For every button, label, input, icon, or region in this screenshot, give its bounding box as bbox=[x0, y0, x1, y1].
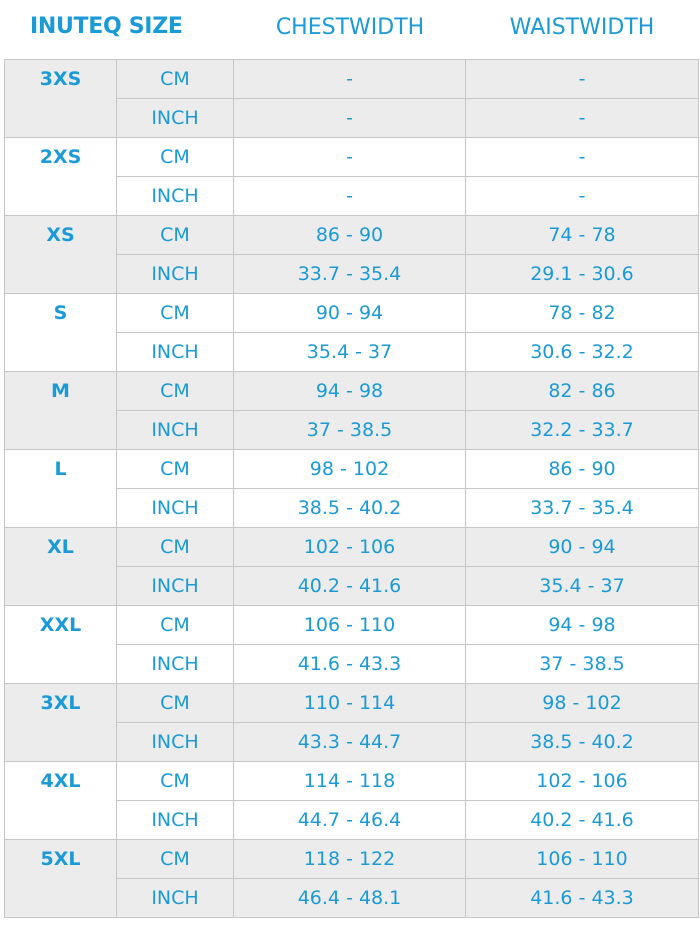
chest-inch-value: 35.4 - 37 bbox=[234, 333, 466, 372]
chest-inch-value: 43.3 - 44.7 bbox=[234, 723, 466, 762]
table-row bbox=[5, 216, 699, 255]
table-row bbox=[5, 528, 699, 567]
waist-inch-value: 40.2 - 41.6 bbox=[466, 801, 699, 840]
chest-inch-value: 37 - 38.5 bbox=[234, 411, 466, 450]
chest-cm-value: 110 - 114 bbox=[234, 684, 466, 723]
waist-cm-value: 86 - 90 bbox=[466, 450, 699, 489]
unit-cm: CM bbox=[117, 450, 234, 489]
unit-inch: INCH bbox=[117, 99, 234, 138]
waist-inch-value: 33.7 - 35.4 bbox=[466, 489, 699, 528]
unit-inch: INCH bbox=[117, 411, 234, 450]
unit-cm: CM bbox=[117, 138, 234, 177]
chest-cm-value: 98 - 102 bbox=[234, 450, 466, 489]
chest-inch-value: 44.7 - 46.4 bbox=[234, 801, 466, 840]
size-label-xs: XS bbox=[5, 216, 117, 294]
size-label-xxl: XXL bbox=[5, 606, 117, 684]
table-row bbox=[5, 450, 699, 489]
unit-inch: INCH bbox=[117, 645, 234, 684]
chest-inch-value: 33.7 - 35.4 bbox=[234, 255, 466, 294]
chest-cm-value: - bbox=[234, 138, 466, 177]
unit-cm: CM bbox=[117, 840, 234, 879]
unit-inch: INCH bbox=[117, 801, 234, 840]
size-column-header: INUTEQ SIZE bbox=[30, 14, 183, 39]
table-header bbox=[0, 0, 700, 58]
unit-cm: CM bbox=[117, 528, 234, 567]
table-row bbox=[5, 138, 699, 177]
waist-column-header: WAISTWIDTH bbox=[509, 15, 655, 40]
waist-cm-value: 90 - 94 bbox=[466, 528, 699, 567]
chest-inch-value: - bbox=[234, 99, 466, 138]
chest-inch-value: 40.2 - 41.6 bbox=[234, 567, 466, 606]
waist-cm-value: - bbox=[466, 60, 699, 99]
table-row bbox=[5, 294, 699, 333]
waist-inch-value: 38.5 - 40.2 bbox=[466, 723, 699, 762]
size-label-5xl: 5XL bbox=[5, 840, 117, 918]
waist-inch-value: 41.6 - 43.3 bbox=[466, 879, 699, 918]
unit-cm: CM bbox=[117, 60, 234, 99]
table-row bbox=[5, 840, 699, 879]
unit-inch: INCH bbox=[117, 489, 234, 528]
size-label-3xs: 3XS bbox=[5, 60, 117, 138]
waist-cm-value: 94 - 98 bbox=[466, 606, 699, 645]
size-label-3xl: 3XL bbox=[5, 684, 117, 762]
table-row bbox=[5, 60, 699, 99]
unit-inch: INCH bbox=[117, 333, 234, 372]
unit-cm: CM bbox=[117, 762, 234, 801]
unit-inch: INCH bbox=[117, 255, 234, 294]
waist-inch-value: - bbox=[466, 177, 699, 216]
size-chart-table bbox=[4, 59, 699, 918]
table-row bbox=[5, 372, 699, 411]
waist-inch-value: 37 - 38.5 bbox=[466, 645, 699, 684]
chest-cm-value: 90 - 94 bbox=[234, 294, 466, 333]
chest-inch-value: 41.6 - 43.3 bbox=[234, 645, 466, 684]
chest-cm-value: 94 - 98 bbox=[234, 372, 466, 411]
chest-cm-value: 114 - 118 bbox=[234, 762, 466, 801]
waist-cm-value: 98 - 102 bbox=[466, 684, 699, 723]
chest-cm-value: 86 - 90 bbox=[234, 216, 466, 255]
unit-cm: CM bbox=[117, 216, 234, 255]
waist-inch-value: 35.4 - 37 bbox=[466, 567, 699, 606]
unit-inch: INCH bbox=[117, 567, 234, 606]
table-row bbox=[5, 684, 699, 723]
unit-inch: INCH bbox=[117, 879, 234, 918]
size-label-m: M bbox=[5, 372, 117, 450]
size-label-s: S bbox=[5, 294, 117, 372]
size-label-2xs: 2XS bbox=[5, 138, 117, 216]
size-label-l: L bbox=[5, 450, 117, 528]
chest-cm-value: 118 - 122 bbox=[234, 840, 466, 879]
waist-cm-value: 106 - 110 bbox=[466, 840, 699, 879]
chest-inch-value: - bbox=[234, 177, 466, 216]
unit-cm: CM bbox=[117, 606, 234, 645]
waist-inch-value: 29.1 - 30.6 bbox=[466, 255, 699, 294]
chest-inch-value: 46.4 - 48.1 bbox=[234, 879, 466, 918]
unit-cm: CM bbox=[117, 294, 234, 333]
unit-inch: INCH bbox=[117, 177, 234, 216]
size-chart-body bbox=[5, 60, 699, 918]
waist-inch-value: 30.6 - 32.2 bbox=[466, 333, 699, 372]
table-row bbox=[5, 762, 699, 801]
waist-inch-value: - bbox=[466, 99, 699, 138]
table-row bbox=[5, 606, 699, 645]
size-label-xl: XL bbox=[5, 528, 117, 606]
chest-cm-value: 102 - 106 bbox=[234, 528, 466, 567]
waist-cm-value: 78 - 82 bbox=[466, 294, 699, 333]
chest-cm-value: - bbox=[234, 60, 466, 99]
chest-column-header: CHESTWIDTH bbox=[275, 15, 425, 40]
unit-cm: CM bbox=[117, 684, 234, 723]
unit-cm: CM bbox=[117, 372, 234, 411]
waist-cm-value: - bbox=[466, 138, 699, 177]
size-label-4xl: 4XL bbox=[5, 762, 117, 840]
chest-inch-value: 38.5 - 40.2 bbox=[234, 489, 466, 528]
chest-cm-value: 106 - 110 bbox=[234, 606, 466, 645]
waist-cm-value: 74 - 78 bbox=[466, 216, 699, 255]
unit-inch: INCH bbox=[117, 723, 234, 762]
waist-cm-value: 102 - 106 bbox=[466, 762, 699, 801]
waist-inch-value: 32.2 - 33.7 bbox=[466, 411, 699, 450]
waist-cm-value: 82 - 86 bbox=[466, 372, 699, 411]
